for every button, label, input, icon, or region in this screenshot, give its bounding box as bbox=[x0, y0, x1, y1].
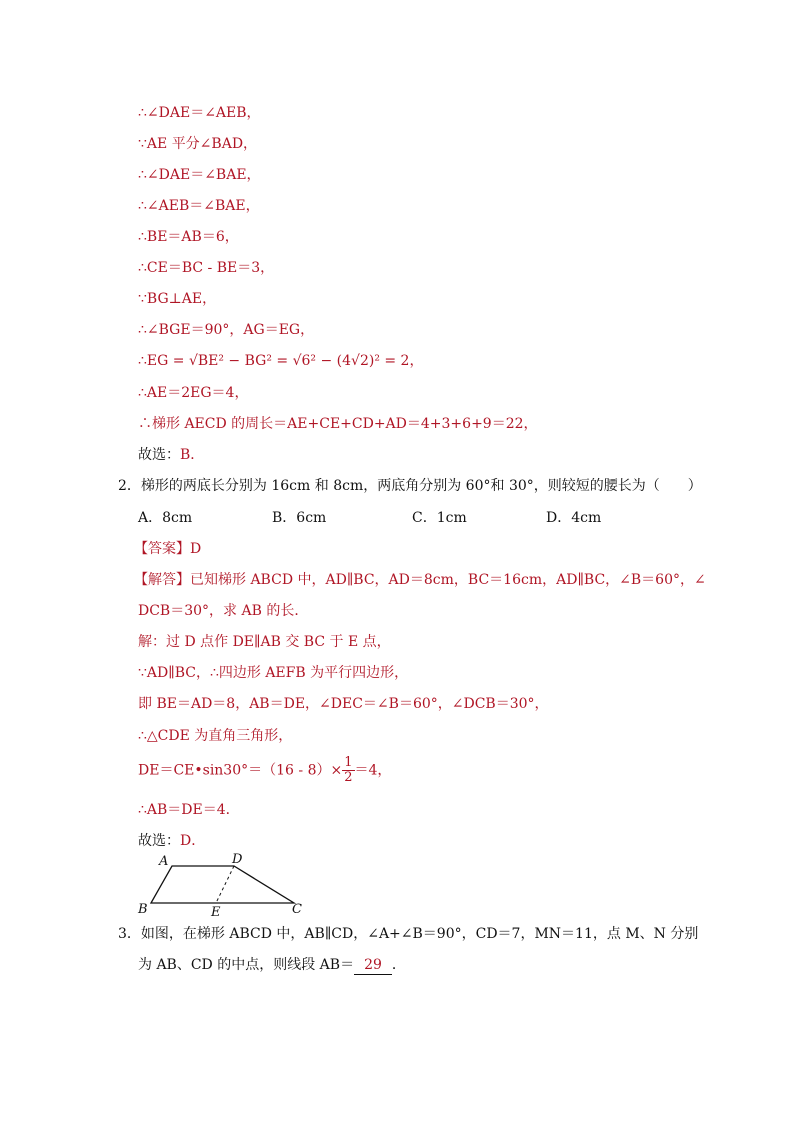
solution-step: 即 BE＝AD＝8，AB＝DE，∠DEC＝∠B＝60°，∠DCB＝30°， bbox=[138, 696, 549, 712]
solution-step: ∵AD∥BC，∴四边形 AEFB 为平行四边形， bbox=[138, 665, 409, 681]
fraction-denominator: 2 bbox=[344, 770, 353, 785]
answer-blank: 29 bbox=[354, 956, 392, 975]
question-3-line-2 bbox=[138, 956, 406, 975]
analysis-text: 已知梯形 ABCD 中，AD∥BC，AD＝8cm，BC＝16cm，AD∥BC，∠B＝60°，∠ bbox=[190, 572, 706, 588]
conclusion-line: ∴AB＝DE＝4． bbox=[138, 802, 240, 818]
formula-right: ＝4， bbox=[354, 762, 392, 779]
option-c: C．1cm bbox=[412, 510, 467, 526]
question-text: 如图，在梯形 ABCD 中，AB∥CD，∠A+∠B＝90°，CD＝7，MN＝11，点 M、N 分别 bbox=[140, 926, 699, 942]
label-c: C bbox=[292, 902, 302, 917]
solution-line: ∴∠DAE＝∠BAE， bbox=[138, 167, 261, 183]
solution-line: ∴∠BGE＝90°，AG＝EG， bbox=[138, 322, 315, 338]
choice-line bbox=[138, 832, 205, 850]
solution-line: ∵AE 平分∠BAD， bbox=[138, 136, 258, 152]
analysis-tag: 【解答】 bbox=[134, 572, 190, 588]
label-a: A bbox=[159, 854, 169, 869]
question-text: 梯形的两底长分别为 16cm 和 8cm，两底角分别为 60°和 30°，则较短的腰长为（ ） bbox=[140, 478, 702, 494]
answer-tag: 【答案】 bbox=[134, 541, 190, 557]
question-text: ． bbox=[391, 957, 406, 973]
choice-value: D． bbox=[180, 833, 206, 849]
option-d: D．4cm bbox=[546, 510, 602, 526]
fraction-numerator: 1 bbox=[344, 755, 353, 770]
fraction bbox=[342, 756, 354, 785]
question-text: 为 AB、CD 的中点，则线段 AB＝ bbox=[138, 957, 355, 973]
solution-line: ∴BE＝AB＝6， bbox=[138, 229, 239, 245]
trapezoid-figure bbox=[134, 852, 314, 922]
solution-line: ∴∠AEB＝∠BAE， bbox=[138, 198, 260, 214]
solution-line: ∴CE＝BC - BE＝3， bbox=[138, 260, 275, 276]
choice-prefix: 故选： bbox=[138, 447, 180, 463]
option-b: B．6cm bbox=[272, 510, 327, 526]
solution-line: ∴梯形 AECD 的周长＝AE+CE+CD+AD＝4+3+6+9＝22， bbox=[138, 416, 538, 432]
question-2 bbox=[118, 477, 702, 495]
formula-left: DE＝CE•sin30°＝（16 - 8）× bbox=[138, 762, 343, 779]
question-number: 2． bbox=[118, 478, 141, 494]
solution-line: ∴AE＝2EG＝4， bbox=[138, 385, 249, 401]
solution-step: 解：过 D 点作 DE∥AB 交 BC 于 E 点， bbox=[138, 634, 391, 650]
trapezoid-outline bbox=[151, 866, 294, 903]
formula-line bbox=[138, 756, 391, 785]
solution-line: ∴∠DAE＝∠AEB， bbox=[138, 105, 261, 121]
option-a: A．8cm bbox=[138, 510, 193, 526]
label-b: B bbox=[138, 902, 148, 917]
choice-value: B． bbox=[180, 447, 205, 463]
question-number: 3． bbox=[118, 926, 141, 942]
solution-step: ∴△CDE 为直角三角形， bbox=[138, 728, 293, 744]
solution-line-formula: ∴EG = √BE² − BG² = √6² − (4√2)² = 2， bbox=[138, 353, 424, 369]
answer-line bbox=[134, 540, 201, 558]
choice-line bbox=[138, 446, 204, 464]
solution-line: ∵BG⊥AE， bbox=[138, 291, 217, 307]
analysis-line bbox=[134, 571, 706, 589]
label-e: E bbox=[211, 905, 221, 920]
analysis-line: DCB＝30°，求 AB 的长． bbox=[138, 603, 309, 619]
answer-value: D bbox=[190, 541, 202, 557]
label-d: D bbox=[232, 852, 243, 867]
choice-prefix: 故选： bbox=[138, 833, 180, 849]
question-3 bbox=[118, 925, 698, 943]
dashed-segment-de bbox=[216, 866, 234, 903]
